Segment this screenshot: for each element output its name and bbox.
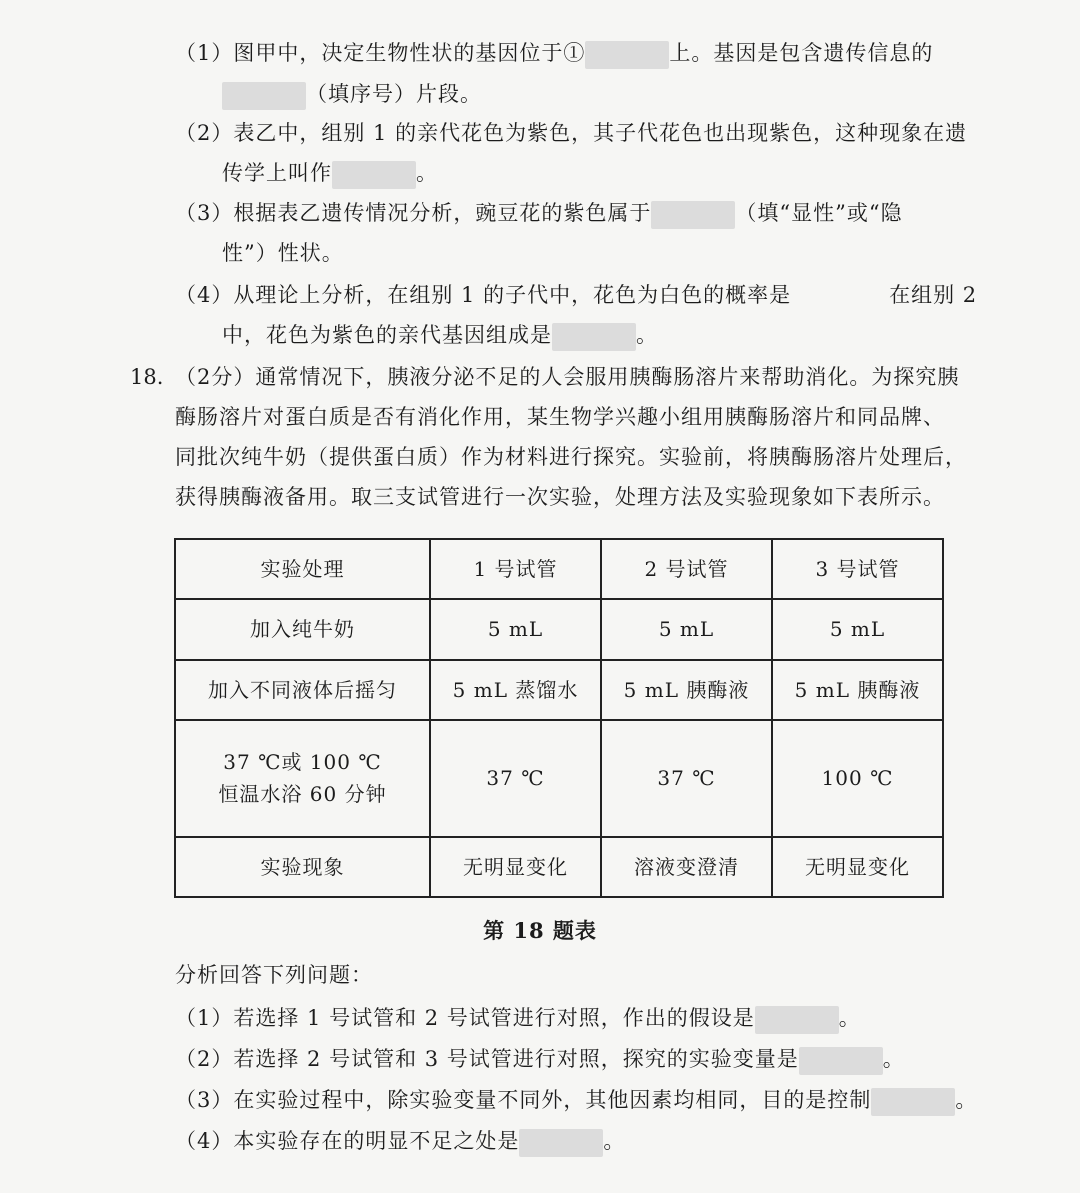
q17-part2-text-a: （2）表乙中，组别 1 的亲代花色为紫色，其子代花色也出现紫色，这种现象在遗 [175,121,968,145]
table-cell: 溶液变澄清 [601,837,772,897]
q18-sub1 [175,1003,861,1034]
q17-part2-text-c: 。 [416,161,438,185]
q17-part4-line2 [222,320,658,351]
q18-sub4 [175,1126,625,1157]
question-number: 18. [130,365,164,389]
experiment-table [174,538,944,898]
q18-sub1-end: 。 [838,1006,861,1030]
table-cell: 5 mL [772,599,943,659]
q18-sub2-text: （2）若选择 2 号试管和 3 号试管进行对照，探究的实验变量是 [175,1047,799,1071]
table-cell: 100 ℃ [772,720,943,837]
table-cell [175,720,430,837]
answer-blank[interactable] [222,82,306,110]
q17-part2-line1 [175,118,967,148]
q18-sub2 [175,1044,905,1075]
q17-part3-line2 [222,238,344,268]
q17-part1-line1 [175,38,933,69]
answer-blank[interactable] [519,1129,603,1157]
table-cell: 5 mL [430,599,601,659]
q18-intro-line4: 获得胰酶液备用。取三支试管进行一次实验，处理方法及实验现象如下表所示。 [175,485,945,509]
table-cell: 无明显变化 [430,837,601,897]
q18-sub3 [175,1085,977,1116]
q17-part4-text-d: 。 [636,323,658,347]
table-cell: 5 mL 胰酶液 [601,660,772,720]
table-row [175,599,943,659]
q18-intro-line3: 同批次纯牛奶（提供蛋白质）作为材料进行探究。实验前，将胰酶肠溶片处理后， [175,445,967,469]
q17-part2-text-b: 传学上叫作 [222,161,332,185]
q17-part4-line1 [175,280,977,311]
answer-blank[interactable] [585,41,669,69]
q18-sub4-text: （4）本实验存在的明显不足之处是 [175,1129,520,1153]
q17-part1-text-a: （1）图甲中，决定生物性状的基因位于① [175,41,586,65]
table-header-cell: 实验处理 [175,539,430,599]
q18-intro-line1: （2分）通常情况下，胰液分泌不足的人会服用胰酶肠溶片来帮助消化。为探究胰 [175,365,960,389]
table-row [175,660,943,720]
table-header-cell: 1 号试管 [430,539,601,599]
q17-part4-text-b: 在组别 2 [889,283,978,307]
table-cell: 5 mL 胰酶液 [772,660,943,720]
q17-part4-text-a: （4）从理论上分析，在组别 1 的子代中，花色为白色的概率是 [175,283,792,307]
table-caption: 第 18 题表 [483,918,597,943]
q18-sub2-end: 。 [882,1047,905,1071]
table-cell: 加入纯牛奶 [175,599,430,659]
answer-blank[interactable] [871,1088,955,1116]
q17-part1-text-c: （填序号）片段。 [306,82,482,106]
q18-sub4-end: 。 [603,1129,626,1153]
table-cell-line: 37 ℃或 100 ℃ [223,750,382,775]
table-row [175,720,943,837]
q17-part1-text-b: 上。基因是包含遗传信息的 [669,41,934,65]
q17-part3-text-c: 性”）性状。 [222,241,344,265]
table-cell-line: 恒温水浴 60 分钟 [218,782,387,807]
q17-part4-text-c: 中，花色为紫色的亲代基因组成是 [222,323,552,347]
q17-part1-line2 [222,79,482,110]
q18-sub1-text: （1）若选择 1 号试管和 2 号试管进行对照，作出的假设是 [175,1006,755,1030]
table-header-cell: 2 号试管 [601,539,772,599]
q18-intro-line2: 酶肠溶片对蛋白质是否有消化作用，某生物学兴趣小组用胰酶肠溶片和同品牌、 [175,405,945,429]
table-header-cell: 3 号试管 [772,539,943,599]
table-cell: 5 mL 蒸馏水 [430,660,601,720]
answer-blank[interactable] [799,1047,883,1075]
answer-blank[interactable] [651,201,735,229]
q17-part3-text-b: （填“显性”或“隐 [735,201,903,225]
table-cell: 实验现象 [175,837,430,897]
table-cell: 37 ℃ [430,720,601,837]
analysis-heading: 分析回答下列问题： [175,963,373,987]
answer-blank[interactable] [755,1006,839,1034]
q17-part2-line2 [222,158,438,189]
q17-part3-text-a: （3）根据表乙遗传情况分析，豌豆花的紫色属于 [175,201,652,225]
q18-sub3-end: 。 [955,1088,978,1112]
q18-sub3-text: （3）在实验过程中，除实验变量不同外，其他因素均相同，目的是控制 [175,1088,872,1112]
answer-blank[interactable] [552,323,636,351]
q17-part3-line1 [175,198,903,229]
table-cell: 加入不同液体后摇匀 [175,660,430,720]
table-row [175,837,943,897]
table-cell: 5 mL [601,599,772,659]
table-cell: 无明显变化 [772,837,943,897]
answer-blank[interactable] [791,283,889,311]
table-row [175,539,943,599]
answer-blank[interactable] [332,161,416,189]
table-cell: 37 ℃ [601,720,772,837]
